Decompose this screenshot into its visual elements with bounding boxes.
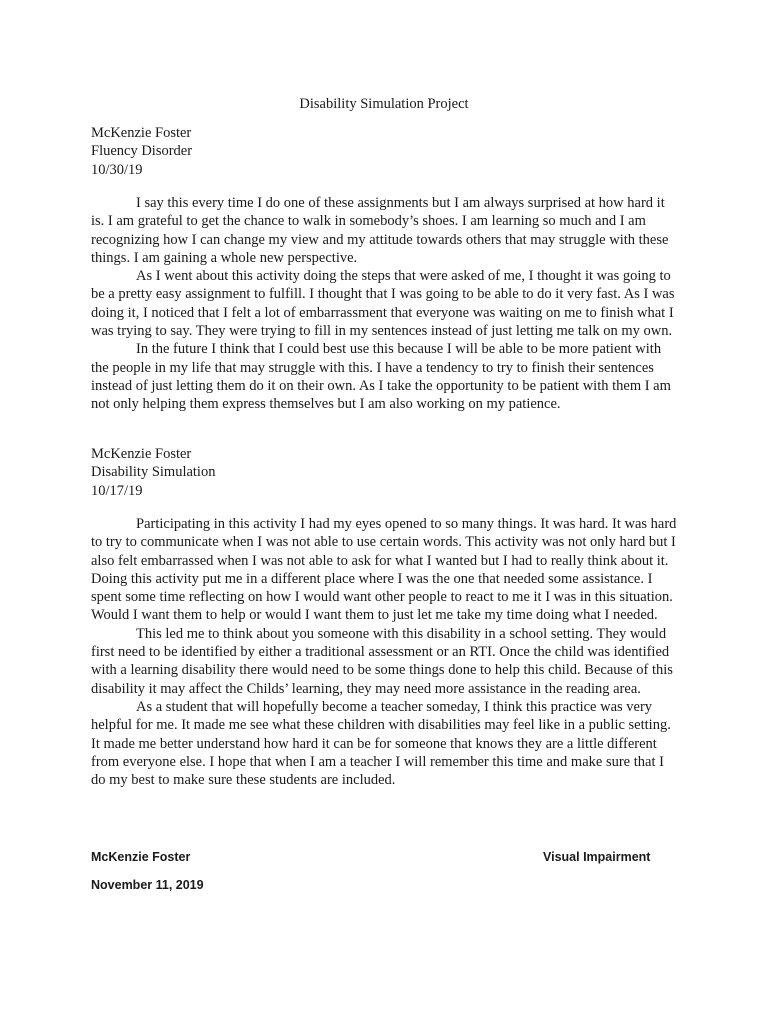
- section3-date: November 11, 2019: [91, 878, 204, 892]
- section2-paragraph: As a student that will hopefully become a teacher someday, I think this practice was very helpful for me. It made me see what these children with disabilities may feel like in a public setting. It made me better understand how hard it can be for someone that knows they are a little different from everyone else. I hope that when I am a teacher I will remember this time and make sure that I do my best to make sure these students are included.: [91, 698, 671, 789]
- section1-date: 10/30/19: [91, 161, 143, 178]
- section1-paragraph: I say this every time I do one of these assignments but I am always surprised at how hard it is. I am grateful to get the chance to walk in somebody’s shoes. I am learning so much and I am recognizing how I can change my view and my attitude towards others that may struggle with these things. I am gaining a whole new perspective.: [91, 195, 669, 266]
- section1-author: McKenzie Foster: [91, 125, 192, 141]
- section2-header: [91, 445, 679, 500]
- section1-paragraph: In the future I think that I could best use this because I will be able to be more patient with the people in my life that may struggle with this. I have a tendency to try to finish their sentences instead of just letting them do it on their own. As I take the opportunity to be patient with them I am not only helping them express themselves but I am also working on my patience.: [91, 341, 671, 413]
- section1-topic: Fluency Disorder: [91, 143, 193, 160]
- section1-body: [91, 194, 679, 414]
- section2-date: 10/17/19: [91, 482, 143, 499]
- section1-header: [91, 124, 679, 179]
- section3-author: McKenzie Foster: [91, 850, 191, 864]
- document-title: Disability Simulation Project: [299, 96, 469, 112]
- section3-topic: Visual Impairment: [543, 850, 651, 864]
- section2-body: [91, 515, 679, 789]
- section2-topic: Disability Simulation: [91, 464, 216, 481]
- section1-paragraph: As I went about this activity doing the steps that were asked of me, I thought it was going to be a pretty easy assignment to fulfill. I thought that I was going to be able to do it very fast. As I was doing it, I noticed that I felt a lot of embarrassment that everyone was waiting on me to finish what I was trying to say. They were trying to fill in my sentences instead of just letting me talk on my own.: [91, 268, 675, 340]
- section2-paragraph: This led me to think about you someone with this disability in a school setting. They would first need to be identified by either a traditional assessment or an RTI. Once the child was identified with a learning disability there would need to be some things done to help this child. Because of this disability it may affect the Childs’ learning, they may need more assistance in the reading area.: [91, 625, 673, 697]
- section2-author: McKenzie Foster: [91, 446, 192, 462]
- section2-paragraph: Participating in this activity I had my eyes opened to so many things. It was hard. It was hard to try to communicate when I was not able to use certain words. This activity was not only hard but I also felt embarrassed when I was not able to ask for what I wanted but I had to really think about it. Doing this activity put me in a different place where I was the one that needed some assistance. I spent some time reflecting on how I would want other people to react to me it I was in this situation. Would I want them to help or would I want them to just let me take my time doing what I needed.: [91, 516, 677, 624]
